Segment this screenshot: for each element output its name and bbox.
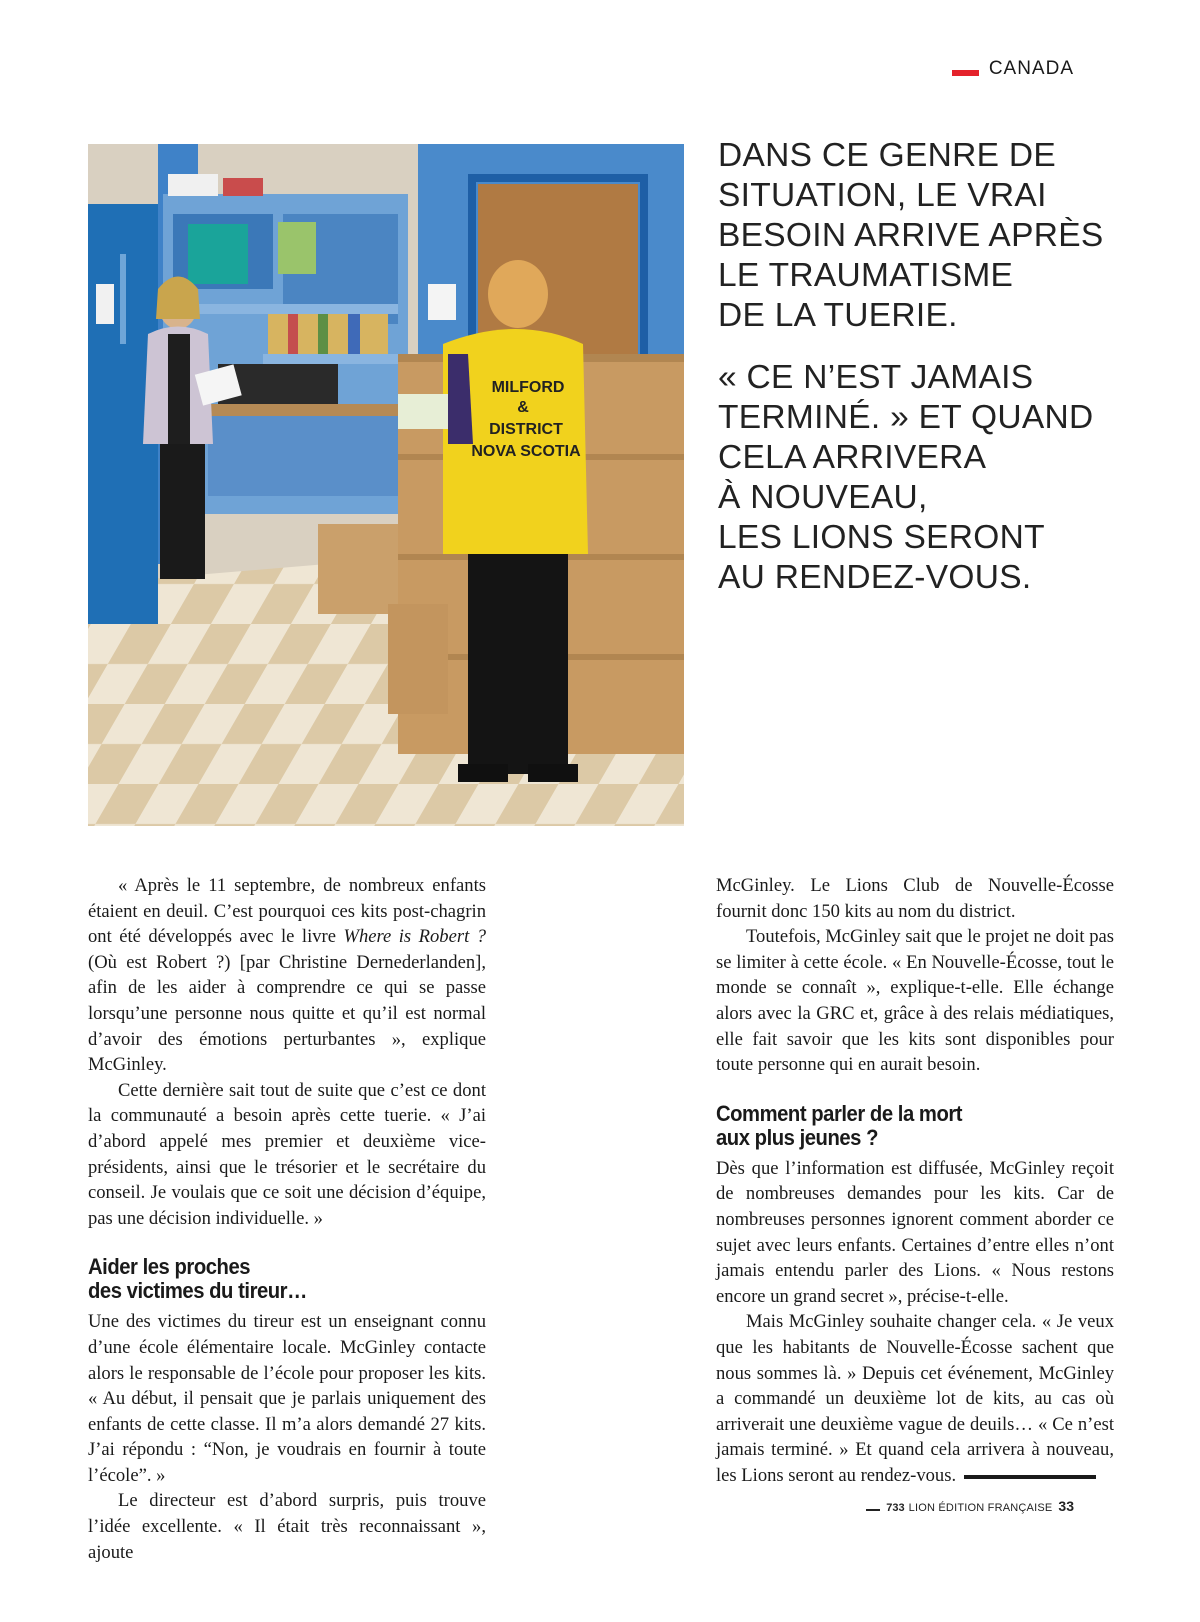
article-column-left [88,873,486,1565]
publication-name: LION ÉDITION FRANÇAISE [908,1502,1053,1514]
paragraph: McGinley. Le Lions Club de Nouvelle-Écosse fournit donc 150 kits au nom du district. [716,875,1114,922]
subheading: Aider les proches des victimes du tireur… [88,1254,307,1304]
pull-quote-part-2: « CE N’EST JAMAIS TERMINÉ. » ET QUAND CELA ARRIVERA À NOUVEAU, LES LIONS SERONT AU RENDEZ-VOUS. [718,359,1094,596]
page-number: 33 [1058,1498,1074,1514]
paragraph: Toutefois, McGinley sait que le projet ne doit pas se limiter à cette école. « En Nouvelle-Écosse, tout le monde se connaît », explique-t-elle. Elle échange alors avec la GRC et, grâce à des relais médiatiques, elle fait savoir que les kits sont disponibles pour toute personne qui en aurait besoin. [716,926,1114,1076]
section-accent-bar [952,70,979,76]
pull-quote-part-1: DANS CE GENRE DE SITUATION, LE VRAI BESOIN ARRIVE APRÈS LE TRAUMATISME DE LA TUERIE. [718,137,1104,334]
paragraph-last: Mais McGinley souhaite changer cela. « Je veux que les habitants de Nouvelle-Écosse sachent que nous sommes là. » Depuis cet événement, McGinley a commandé un deuxième lot de kits, au cas où arriverait une deuxième vague de deuils… « Ce n’est jamais terminé. » Et quand cela arrivera à nouveau, les Lions seront au rendez-vous. [716,1311,1114,1486]
vest-text-line-2: & [517,399,529,416]
issue-number: 733 [886,1502,905,1514]
subheading: Comment parler de la mort aux plus jeunes ? [716,1100,963,1150]
paragraph: Cette dernière sait tout de suite que c’est ce dont la communauté a besoin après cette tuerie. « J’ai d’abord appelé mes premier et deuxième vice-présidents, ainsi que le trésorier et le secrétaire du conseil. Je voulais que ce soit une décision d’équipe, pas une décision individuelle. » [88,1079,486,1229]
article-photo [88,144,684,826]
paragraph: « Après le 11 septembre, de nombreux enfants étaient en deuil. C’est pourquoi ces kits post-chagrin ont été développés avec le livre Where is Robert ? (Où est Robert ?) [par Christine Dernederlanden], afin de les aider à comprendre ce qui se passe lorsqu’une personne nous quitte et qu’il est normal d’avoir des émotions perturbantes », explique McGinley. [88,875,487,1076]
page-footer [866,1498,1074,1514]
section-name: CANADA [988,58,1074,79]
paragraph: Dès que l’information est diffusée, McGinley reçoit de nombreuses demandes pour les kits. Car de nombreuses personnes ignorent comment aborder ce sujet avec leurs enfants. Certaines d’entre elles n’ont jamais entendu parler des Lions. « Nous restons encore un grand secret », précise-t-elle. [716,1157,1114,1307]
end-of-article-rule [964,1475,1096,1479]
vest-text-line-4: NOVA SCOTIA [471,443,581,460]
vest-text-line-3: DISTRICT [489,421,563,438]
vest-text-line-1: MILFORD [491,379,565,396]
paragraph: Une des victimes du tireur est un enseignant connu d’une école élémentaire locale. McGinley contacte alors le responsable de l’école pour proposer les kits. « Au début, il pensait que je parlais uniquement des enfants de cette classe. Il m’a alors demandé 27 kits. J’ai répondu : “Non, je voudrais en fournir à toute l’école”. » [88,1311,486,1486]
pull-quote [718,136,1118,620]
article-column-right [716,873,1114,1488]
book-title: Where is Robert ? [343,926,487,948]
section-label [952,58,1074,80]
paragraph: Le directeur est d’abord surpris, puis trouve l’idée excellente. « Il était très reconnaissant », ajoute [88,1490,486,1563]
footer-dash [866,1509,880,1511]
